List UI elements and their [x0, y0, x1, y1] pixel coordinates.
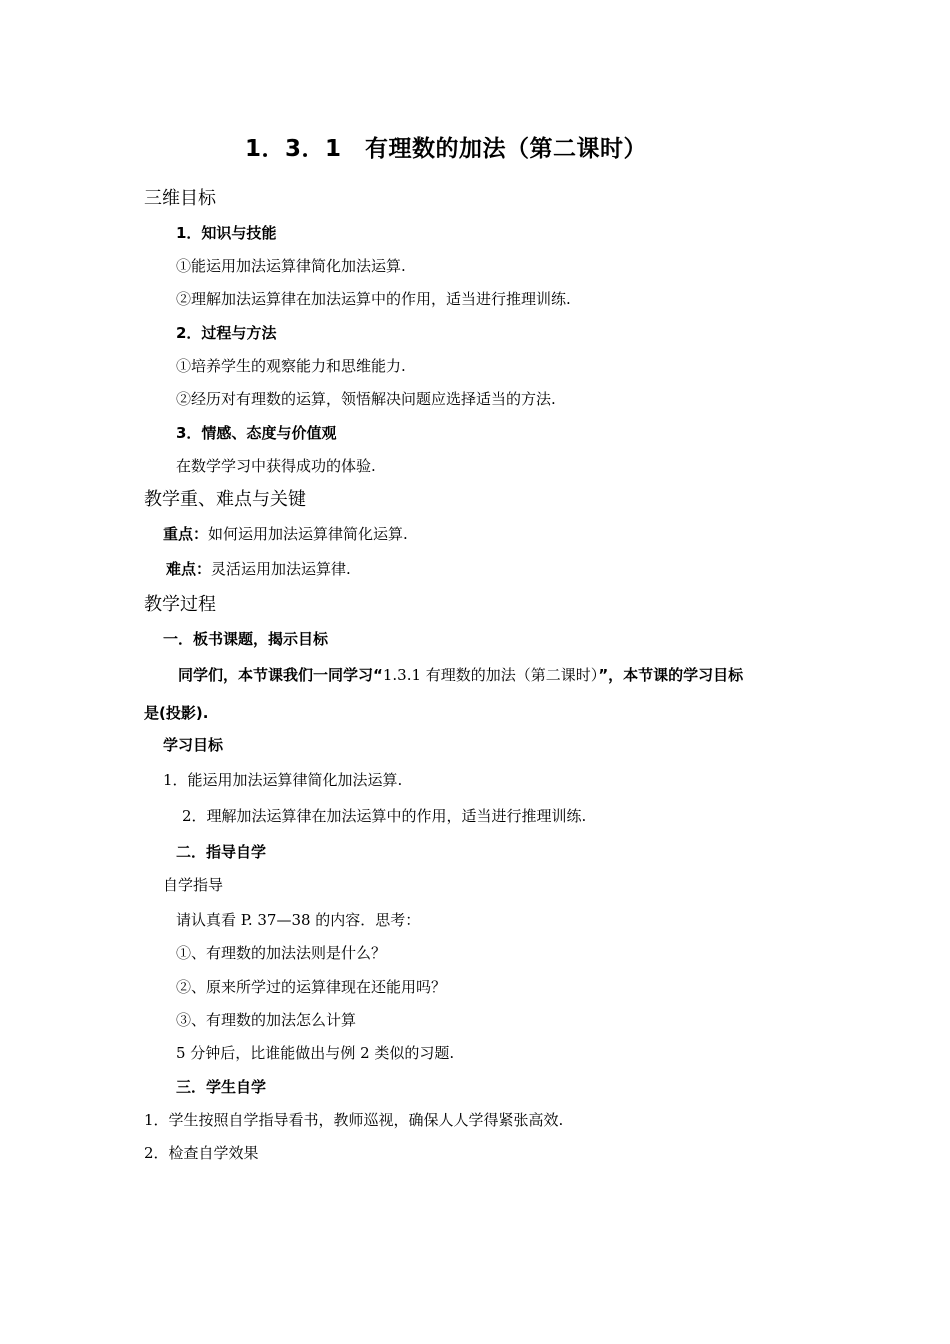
- focus-label: 重点：: [163, 525, 209, 543]
- goal-p2: ②经历对有理数的运算，领悟解决问题应选择适当的方法.: [176, 390, 556, 408]
- goal-p1: ①培养学生的观察能力和思维能力.: [176, 357, 406, 375]
- page-title: 1．3．1 有理数的加法（第二课时）: [245, 136, 648, 162]
- difficulty-label: 难点：: [166, 560, 212, 578]
- focus-line: [163, 527, 408, 542]
- objectives-heading: 学习目标: [163, 736, 224, 754]
- section-heading-process: 教学过程: [144, 594, 216, 615]
- goal-e1: 在数学学习中获得成功的体验.: [176, 457, 376, 475]
- subheading-process: 2．过程与方法: [176, 324, 277, 342]
- step1-text-b: 1.3.1 有理数的加法（第二课时）: [382, 666, 599, 684]
- focus-text: 如何运用加法运算律简化运算.: [208, 525, 408, 543]
- difficulty-line: [166, 562, 351, 577]
- guide-question-2: ②、原来所学过的运算律现在还能用吗？: [176, 978, 447, 996]
- step3-heading: 三．学生自学: [176, 1078, 267, 1096]
- subheading-emotion: 3．情感、态度与价值观: [176, 424, 337, 442]
- objective-2: 2．理解加法运算律在加法运算中的作用，适当进行推理训练.: [182, 807, 587, 825]
- step3-item-1: 1．学生按照自学指导看书，教师巡视，确保人人学得紧张高效.: [144, 1111, 564, 1129]
- subheading-knowledge: 1．知识与技能: [176, 224, 277, 242]
- section-heading-keys: 教学重、难点与关键: [144, 489, 306, 510]
- step1-text-c: ”，本节课的学习目标: [598, 666, 744, 684]
- step1-paragraph-line2: 是(投影).: [144, 704, 209, 722]
- objective-1: 1．能运用加法运算律简化加法运算.: [163, 771, 403, 789]
- step1-text-a: 同学们，本节课我们一同学习“: [178, 666, 383, 684]
- step1-heading: 一．板书课题，揭示目标: [163, 630, 329, 648]
- guide-question-1: ①、有理数的加法法则是什么？: [176, 944, 387, 962]
- step3-item-2: 2．检查自学效果: [144, 1144, 259, 1162]
- guide-heading: 自学指导: [163, 876, 224, 894]
- goal-k1: ①能运用加法运算律简化加法运算.: [176, 257, 406, 275]
- guide-intro: 请认真看 P. 37—38 的内容．思考：: [176, 911, 421, 929]
- difficulty-text: 灵活运用加法运算律.: [211, 560, 351, 578]
- guide-question-3: ③、有理数的加法怎么计算: [176, 1011, 357, 1029]
- section-heading-goals: 三维目标: [144, 188, 216, 209]
- goal-k2: ②理解加法运算律在加法运算中的作用，适当进行推理训练.: [176, 290, 571, 308]
- guide-note: 5 分钟后，比谁能做出与例 2 类似的习题.: [176, 1044, 455, 1062]
- step1-paragraph-line1: [178, 668, 743, 683]
- step2-heading: 二．指导自学: [176, 843, 267, 861]
